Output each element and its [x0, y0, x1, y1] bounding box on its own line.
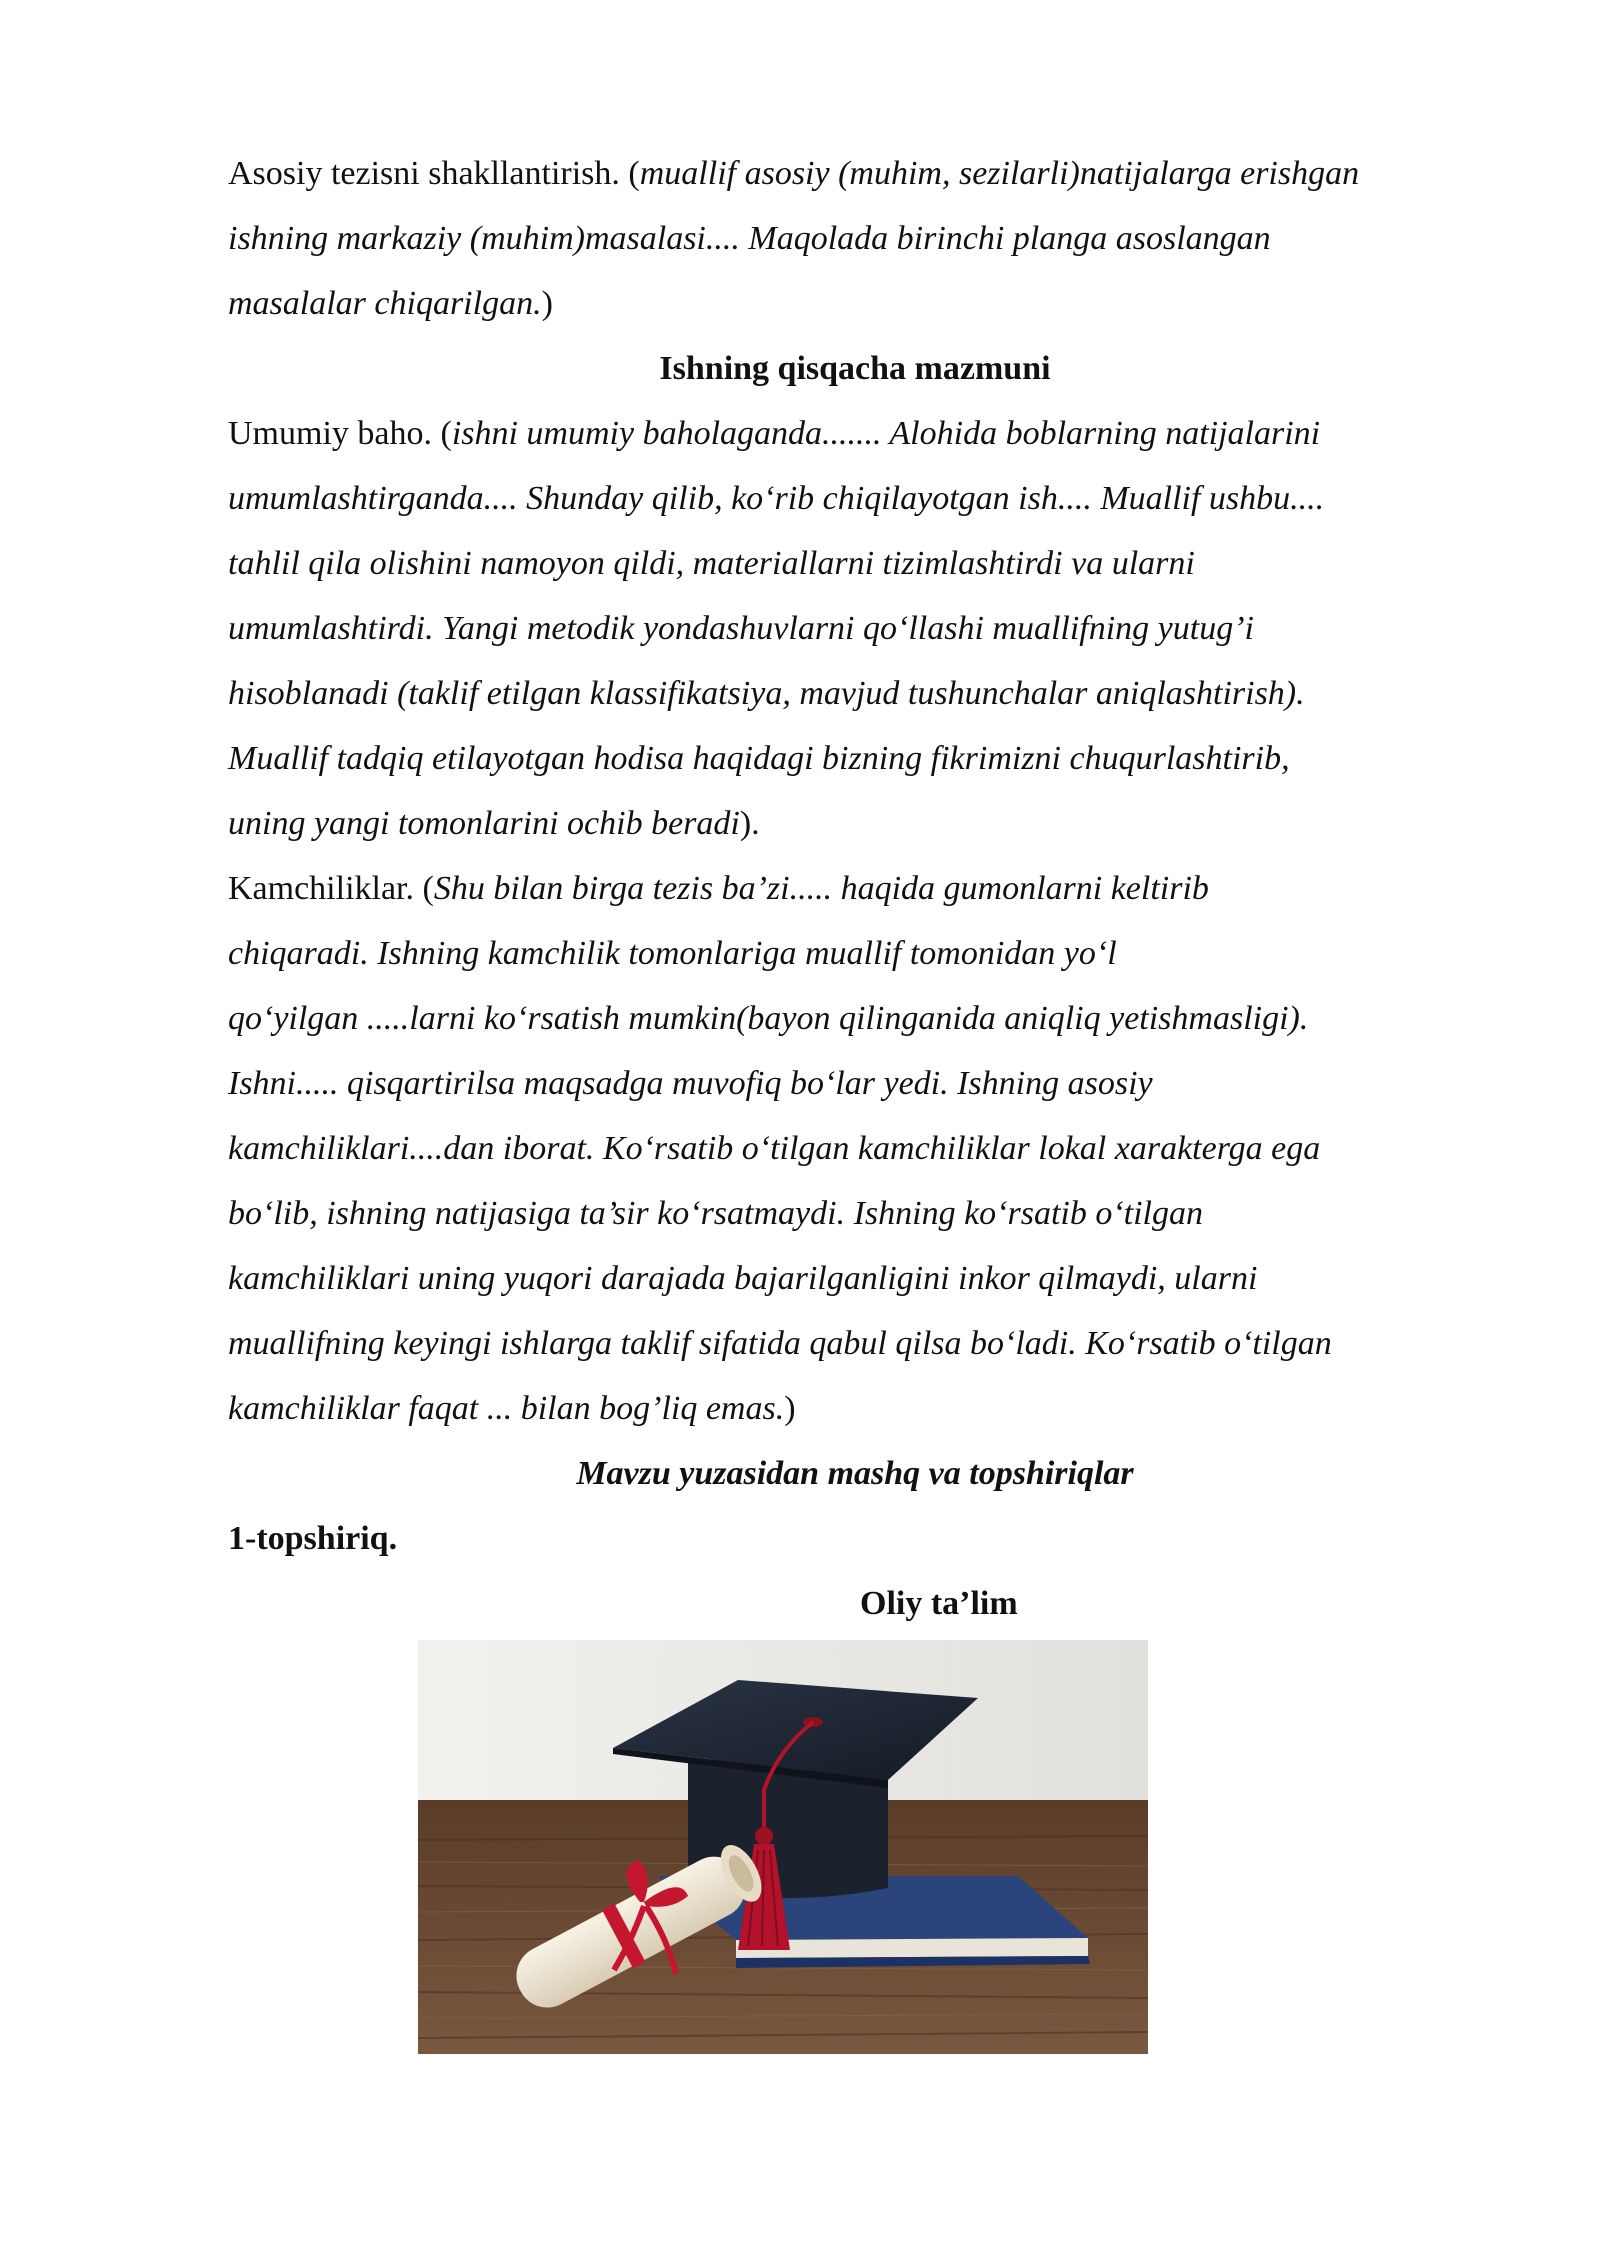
text-italic: uning yangi tomonlarini ochib beradi — [228, 805, 740, 842]
text-end: ). — [739, 805, 760, 842]
exercises-heading: Mavzu yuzasidan mashq va topshiriqlar — [576, 1455, 1134, 1492]
image-caption: Oliy ta’lim — [860, 1585, 1018, 1622]
paragraph-line: muallifning keyingi ishlarga taklif sifatida qabul qilsa bo‘ladi. Ko‘rsatib o‘tilgan — [228, 1325, 1332, 1362]
paragraph-line: kamchiliklari uning yuqori darajada bajarilganligini inkor qilmaydi, ularni — [228, 1260, 1258, 1297]
paragraph-line — [228, 802, 760, 846]
text-italic: muallif asosiy (muhim, sezilarli)natijalarga erishgan — [639, 155, 1360, 192]
paragraph-line: hisoblanadi (taklif etilgan klassifikatsiya, mavjud tushunchalar aniqlashtirish). — [228, 675, 1305, 712]
paragraph-line: chiqaradi. Ishning kamchilik tomonlariga muallif tomonidan yo‘l — [228, 935, 1117, 972]
paragraph-line: qo‘yilgan .....larni ko‘rsatish mumkin(bayon qilinganida aniqliq yetishmasligi). — [228, 1000, 1309, 1037]
task-label: 1-topshiriq. — [228, 1520, 398, 1557]
text-italic: Shu bilan birga tezis ba’zi..... haqida gumonlarni keltirib — [433, 870, 1209, 907]
text-lead: Asosiy tezisni shakllantirish. ( — [228, 155, 640, 192]
graduation-photo — [418, 1640, 1148, 2054]
paragraph-line — [228, 152, 1359, 196]
text-italic: masalalar chiqarilgan. — [228, 285, 542, 322]
text-end: ) — [784, 1390, 796, 1427]
paragraph-line: Ishni..... qisqartirilsa maqsadga muvofiq bo‘lar yedi. Ishning asosiy — [228, 1065, 1153, 1102]
paragraph-line: umumlashtirdi. Yangi metodik yondashuvlarni qo‘llashi muallifning yutug’i — [228, 610, 1254, 647]
paragraph-line: kamchiliklari....dan iborat. Ko‘rsatib o‘tilgan kamchiliklar lokal xarakterga ega — [228, 1130, 1321, 1167]
paragraph-line — [228, 1387, 796, 1431]
section-heading: Ishning qisqacha mazmuni — [659, 350, 1051, 387]
text-end: ) — [541, 285, 553, 322]
text-lead: Kamchiliklar. ( — [228, 870, 434, 907]
paragraph-line: Muallif tadqiq etilayotgan hodisa haqidagi bizning fikrimizni chuqurlashtirib, — [228, 740, 1290, 777]
paragraph-line — [228, 282, 553, 326]
paragraph-line: tahlil qila olishini namoyon qildi, materiallarni tizimlashtirdi va ularni — [228, 545, 1195, 582]
paragraph-line: bo‘lib, ishning natijasiga ta’sir ko‘rsatmaydi. Ishning ko‘rsatib o‘tilgan — [228, 1195, 1203, 1232]
text-italic: kamchiliklar faqat ... bilan bog’liq emas. — [228, 1390, 785, 1427]
text-lead: Umumiy baho. ( — [228, 415, 452, 452]
text-italic: ishni umumiy baholaganda....... Alohida boblarning natijalarini — [451, 415, 1321, 452]
graduation-cap-diploma-icon — [418, 1640, 1148, 2054]
paragraph-line — [228, 867, 1209, 911]
paragraph-line: umumlashtirganda.... Shunday qilib, ko‘rib chiqilayotgan ish.... Muallif ushbu.... — [228, 480, 1325, 517]
paragraph-line: ishning markaziy (muhim)masalasi.... Maqolada birinchi planga asoslangan — [228, 220, 1271, 257]
paragraph-line — [228, 412, 1320, 456]
